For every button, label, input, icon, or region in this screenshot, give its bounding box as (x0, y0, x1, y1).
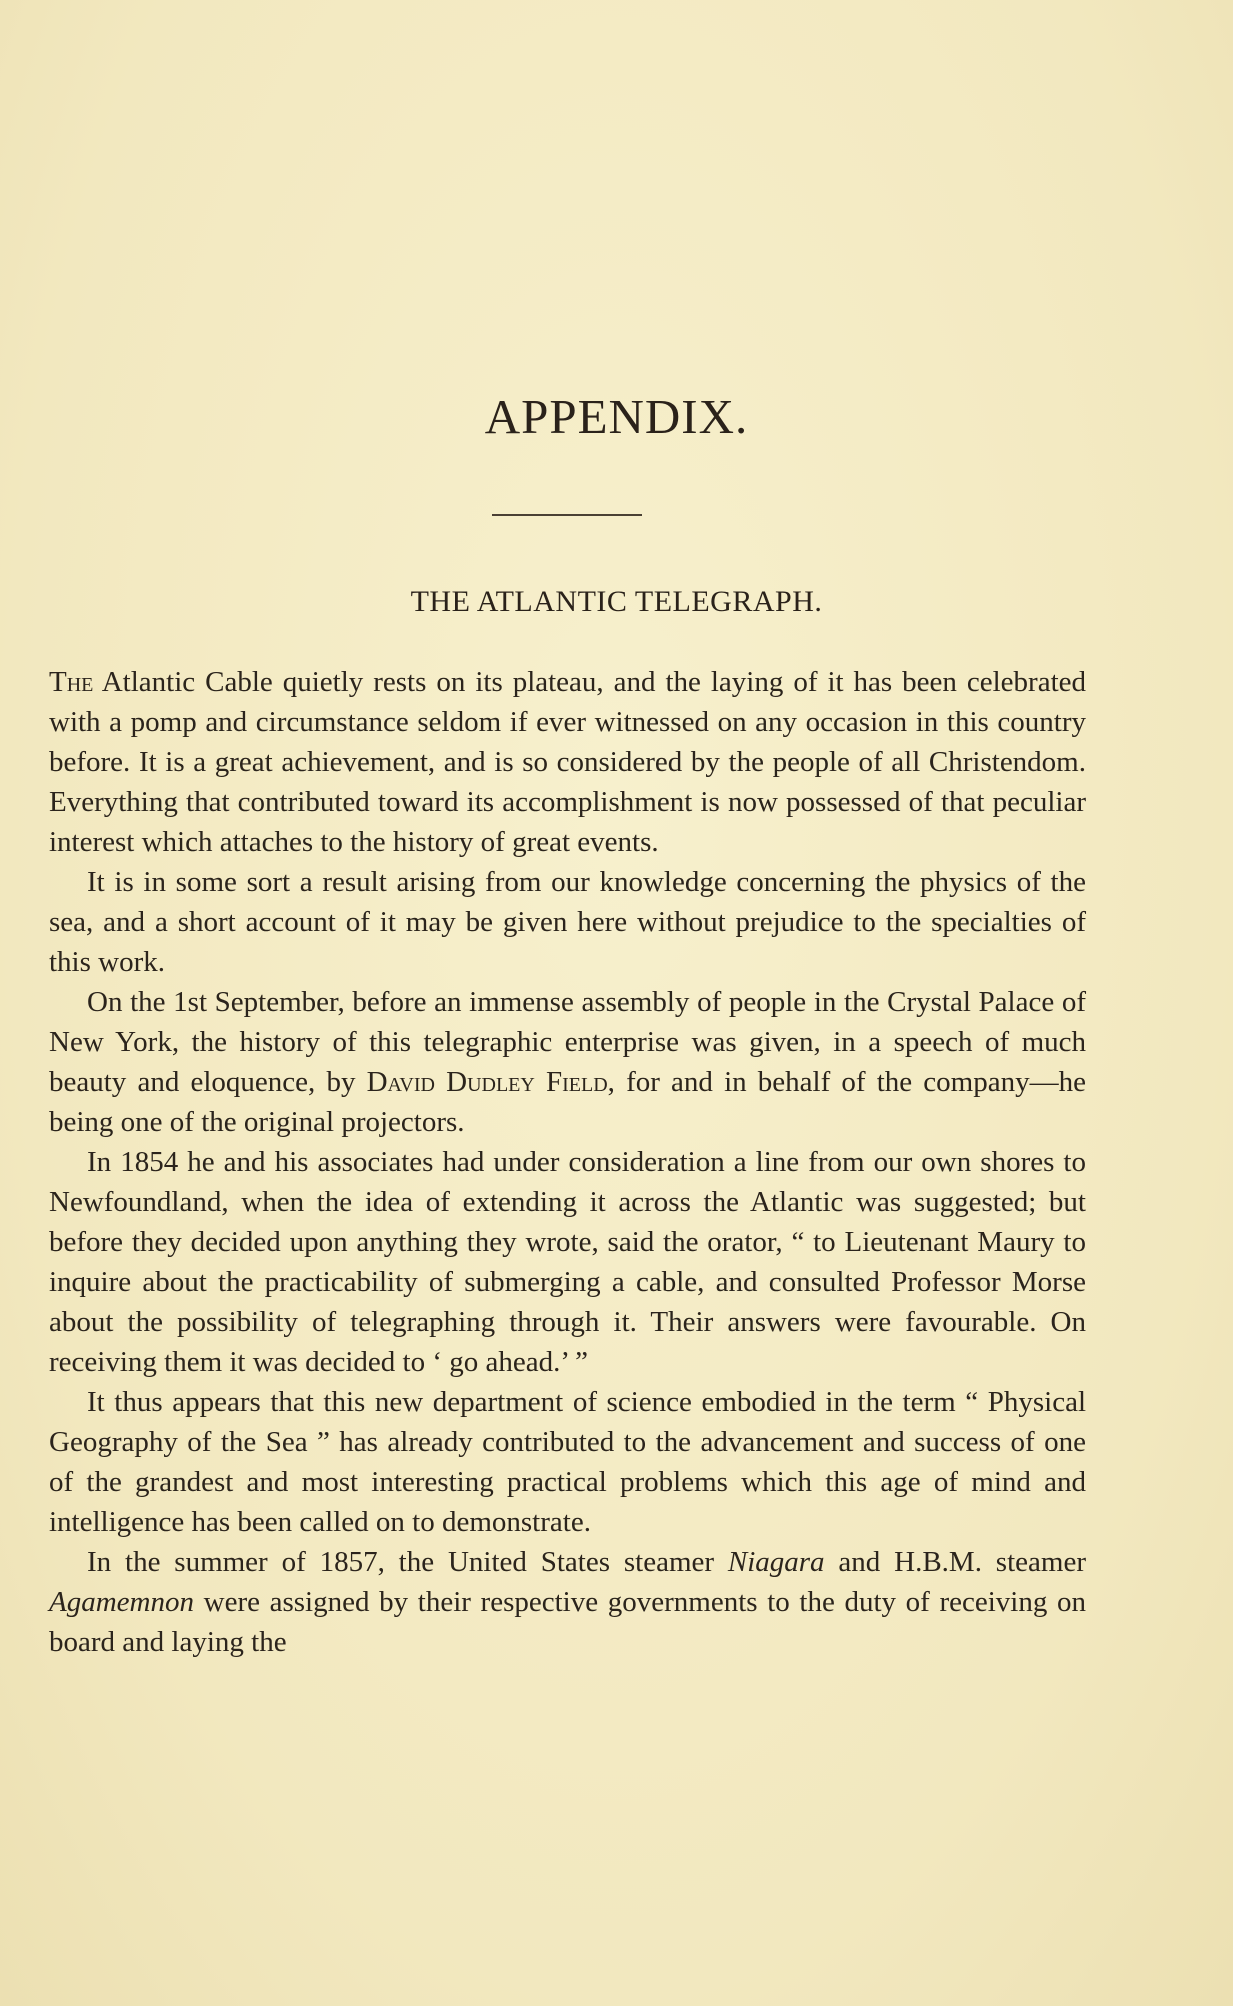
paragraph-4-text: In 1854 he and his associates had under consideration a line from our own shores to Newfoundland, when the idea of extending it across the Atlantic was suggested; but before they decided upon anything they wrote, said the orator, “ to Lieutenant Maury to inquire about the practicability of submerging a cable, and consulted Professor Morse about the possibility of telegraphing through it. Their answers were favourable. On receiving them it was decided to ‘ go ahead.’ ” (49, 1146, 1086, 1378)
appendix-title: APPENDIX. (484, 389, 749, 444)
paragraph-3-name: David Dudley Field (366, 1066, 608, 1098)
section-title: THE ATLANTIC TELEGRAPH. (410, 585, 823, 618)
paragraph-2-text: It is in some sort a result arising from our knowledge concerning the physics of the sea, and a short account of it may be given here without prejudice to the specialties of this work. (49, 866, 1086, 978)
paragraph-1-lead-word: The (49, 666, 94, 698)
paragraph-6 (49, 1542, 1086, 1662)
paragraph-3 (49, 982, 1086, 1142)
paragraph-2 (49, 862, 1086, 982)
paragraph-4 (49, 1142, 1086, 1382)
paragraph-3-text-a: On the 1st September, before an immense assembly of people in the Crystal Palace of New York, the history of this telegraphic enterprise was given, in a speech of much beauty and eloquence, by (49, 986, 1086, 1098)
paragraph-6-ship-agamemnon: Agamemnon (49, 1586, 194, 1618)
paragraph-5 (49, 1382, 1086, 1542)
paragraph-1-text: Atlantic Cable quietly rests on its plateau, and the laying of it has been celebrated with a pomp and circumstance seldom if ever witnessed on any occasion in this country before. It is a great achievement, and is so considered by the people of all Christendom. Everything that contributed toward its accomplishment is now possessed of that peculiar interest which attaches to the history of great events. (49, 666, 1086, 858)
paragraph-3-text-b: , for and in behalf of the company—he being one of the original projectors. (49, 1066, 1086, 1138)
body-text (49, 662, 1086, 1662)
paragraph-5-text: It thus appears that this new department of science embodied in the term “ Physical Geography of the Sea ” has already contributed to the advancement and success of one of the grandest and most interesting practical problems which this age of mind and intelligence has been called on to demonstrate. (49, 1386, 1086, 1538)
paragraph-6-text-c: were assigned by their respective governments to the duty of receiving on board and laying the (49, 1586, 1086, 1658)
paragraph-6-text-a: In the summer of 1857, the United States steamer (87, 1546, 728, 1578)
paragraph-6-ship-niagara: Niagara (727, 1546, 825, 1578)
paragraph-1 (49, 662, 1086, 862)
title-divider-rule (492, 514, 642, 516)
paragraph-6-text-b: and H.B.M. steamer (824, 1546, 1086, 1578)
